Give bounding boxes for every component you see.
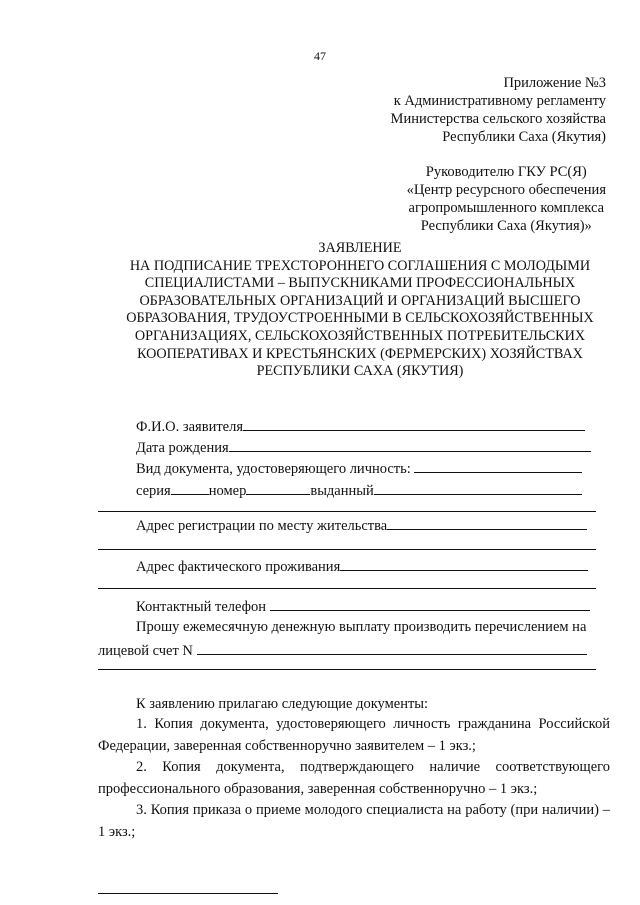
addressee-line: Руководителю ГКУ РС(Я)	[425, 164, 587, 180]
reg-address-row	[136, 515, 587, 535]
reg-address-continuation-line[interactable]	[98, 549, 596, 550]
phone-row	[136, 596, 590, 616]
payment-request: Прошу ежемесячную денежную выплату производить перечислением на	[136, 619, 587, 635]
page-number: 47	[314, 49, 326, 63]
title-line: РЕСПУБЛИКИ САХА (ЯКУТИЯ)	[256, 363, 464, 380]
dob-row	[136, 437, 591, 457]
title-line: ОРГАНИЗАЦИЯХ, СЕЛЬСКОХОЗЯЙСТВЕННЫХ ПОТРЕБИТЕЛЬСКИХ	[134, 327, 586, 344]
number-label: номер	[208, 483, 247, 499]
footnote-separator	[98, 893, 278, 894]
reg-address-field[interactable]	[387, 515, 587, 530]
phone-field[interactable]	[270, 596, 590, 611]
attachment-item-1	[98, 714, 610, 757]
appendix-line: Министерства сельского хозяйства	[390, 111, 606, 127]
fio-label: Ф.И.О. заявителя	[136, 419, 244, 435]
doc-type-label: Вид документа, удостоверяющего личность:	[136, 461, 411, 477]
actual-address-continuation-line[interactable]	[98, 588, 596, 589]
attachment-item-text: 3. Копия приказа о приеме молодого специалиста на работу (при наличии) – 1 экз.;	[98, 802, 610, 840]
doc-type-field[interactable]	[414, 458, 582, 473]
addressee-block	[407, 163, 606, 235]
dob-label: Дата рождения	[136, 440, 229, 456]
appendix-line: Приложение №3	[503, 75, 606, 91]
fio-row	[136, 416, 585, 436]
issued-continuation-line[interactable]	[98, 511, 596, 512]
dob-field[interactable]	[229, 437, 591, 452]
attachment-item-text: 2. Копия документа, подтверждающего наличие соответствующего профессионального образования, заверенная собственноручно – 1 экз.;	[98, 759, 610, 797]
actual-address-field[interactable]	[340, 556, 588, 571]
addressee-line: Республики Саха (Якутия)»	[420, 218, 592, 234]
account-row	[98, 640, 587, 660]
actual-address-row	[136, 556, 588, 576]
attachment-item-text: 1. Копия документа, удостоверяющего личность гражданина Российской Федерации, заверенная собственноручно заявителем – 1 экз.;	[98, 716, 610, 754]
title-line: КООПЕРАТИВАХ И КРЕСТЬЯНСКИХ (ФЕРМЕРСКИХ) ХОЗЯЙСТВАХ	[137, 345, 583, 362]
doc-type-row	[136, 458, 582, 478]
appendix-line: к Административному регламенту	[393, 93, 606, 109]
document-title	[100, 240, 620, 381]
fio-field[interactable]	[243, 416, 585, 431]
passport-row	[136, 480, 582, 500]
addressee-line: «Центр ресурсного обеспечения	[406, 182, 606, 198]
actual-address-label: Адрес фактического проживания	[136, 559, 341, 575]
appendix-block	[391, 74, 606, 146]
issued-field[interactable]	[374, 480, 582, 495]
title-line: ОБРАЗОВАТЕЛЬНЫХ ОРГАНИЗАЦИЙ И ОРГАНИЗАЦИЙ ВЫСШЕГО	[139, 292, 581, 309]
account-continuation-line[interactable]	[98, 669, 596, 670]
phone-label: Контактный телефон	[136, 599, 267, 615]
account-label: лицевой счет N	[98, 643, 193, 659]
attachment-item-3	[98, 800, 610, 843]
account-field[interactable]	[197, 640, 587, 655]
appendix-line: Республики Саха (Якутия)	[442, 129, 606, 145]
attachments-intro: К заявлению прилагаю следующие документы:	[136, 696, 429, 712]
title-line: НА ПОДПИСАНИЕ ТРЕХСТОРОННЕГО СОГЛАШЕНИЯ С МОЛОДЫМИ	[129, 257, 591, 274]
issued-label: выданный	[310, 483, 374, 499]
reg-address-label: Адрес регистрации по месту жительства	[136, 518, 388, 534]
title-line: ОБРАЗОВАНИЯ, ТРУДОУСТРОЕННЫМИ В СЕЛЬСКОХОЗЯЙСТВЕННЫХ	[126, 310, 594, 327]
title-line: СПЕЦИАЛИСТАМИ – ВЫПУСКНИКАМИ ПРОФЕССИОНАЛЬНЫХ	[144, 275, 576, 292]
attachment-item-2	[98, 757, 610, 800]
title-line: ЗАЯВЛЕНИЕ	[318, 240, 402, 256]
addressee-line: агропромышленного комплекса	[408, 200, 605, 216]
series-label: серия	[136, 483, 171, 499]
number-field[interactable]	[246, 480, 310, 495]
series-field[interactable]	[171, 480, 209, 495]
